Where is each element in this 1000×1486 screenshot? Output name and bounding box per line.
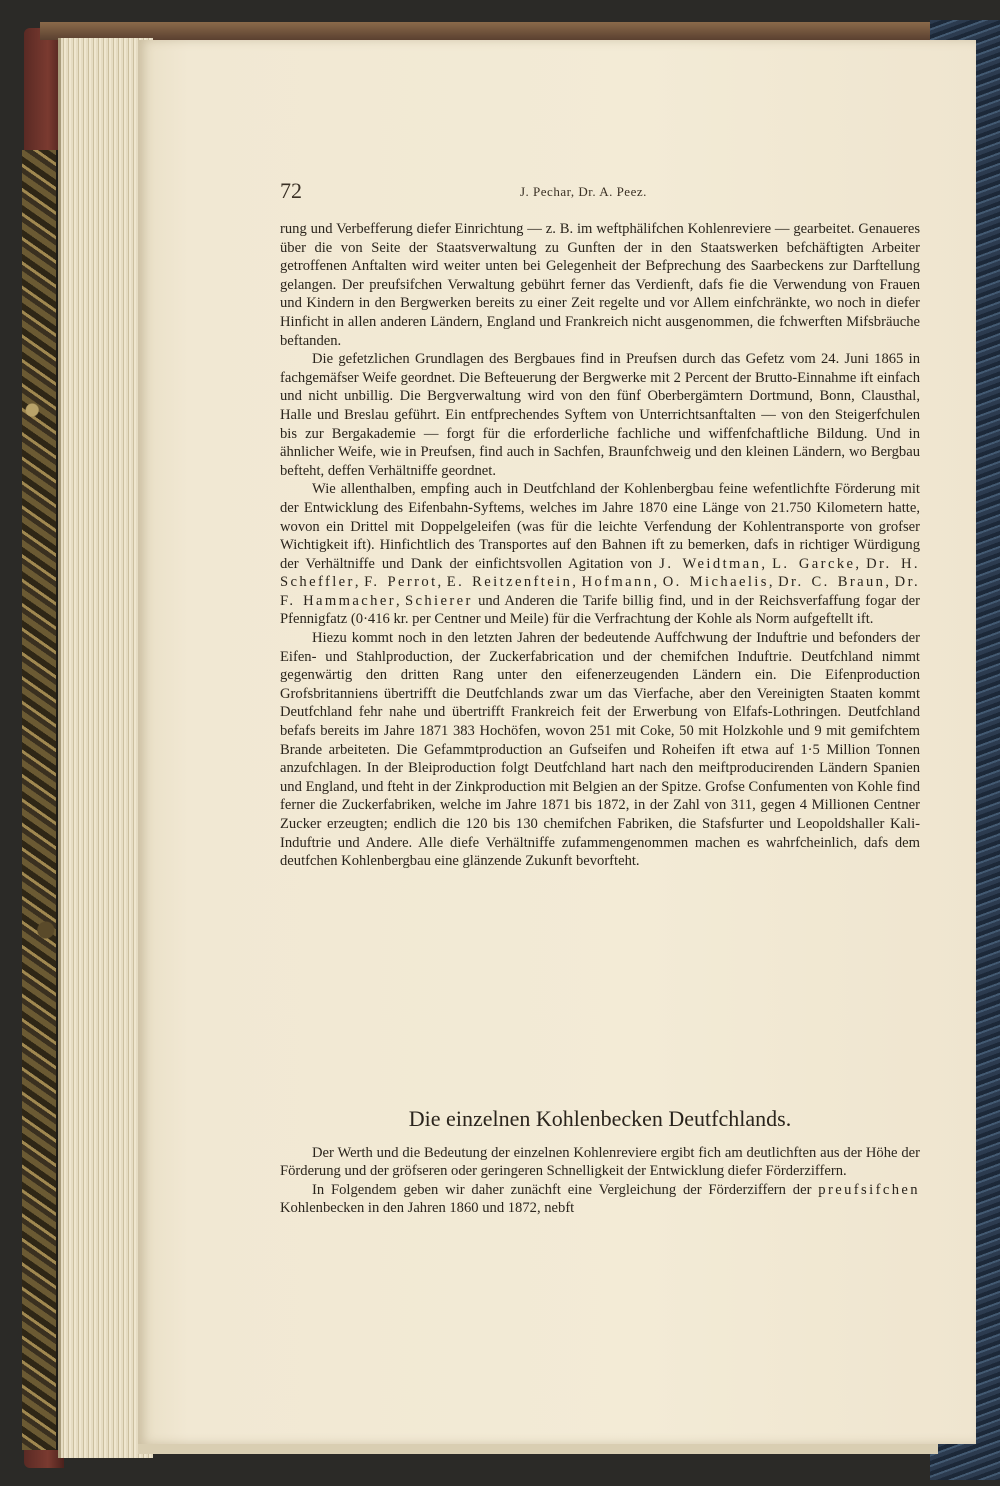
name-schierer: Schierer xyxy=(404,592,473,609)
name-garcke: L. Garcke xyxy=(772,555,856,572)
body-text xyxy=(280,220,920,871)
para3-text-a: Wie allenthalben, empfing auch in Deutfchland der Kohlenbergbau feine wefentlichfte Förderung mit der Entwicklung des Eifenbahn-Syftems, welches im Jahre 1870 eine Länge von 21.750 Kilometern hatte, wovon ein Drittel mit Doppelgeleifen (was für die leichte Verfendung der Kohlentransporte von grofser Wichtigkeit ift). Hinfichtlich des Transportes auf den Bahnen ift zu bemerken, dafs in richtiger Würdigung der Verhältniffe und Dank der einfichtsvollen Agitation von xyxy=(280,481,920,572)
para6-spaced-word: preufsifchen xyxy=(818,1181,920,1198)
name-scheffler: Dr. H. Scheffler xyxy=(280,555,920,591)
paragraph-6 xyxy=(280,1181,920,1218)
name-michaelis: O. Michaelis xyxy=(662,574,769,591)
para6-text-b: Kohlenbecken in den Jahren 1860 und 1872, nebft xyxy=(280,1200,575,1217)
cover-top-edge xyxy=(40,22,940,40)
para3-text-b: und Anderen die Tarife billig find, und in der Reichsverfaffung fogar der Pfennigfatz (0·416 kr. per Centner und Meile) für die Verfrachtung der Kohle als Norm aufgeftellt ift. xyxy=(280,592,921,628)
section-heading: Die einzelnen Kohlenbecken Deutfchlands. xyxy=(408,1106,792,1131)
name-braun: Dr. C. Braun xyxy=(778,574,886,591)
marbled-endpaper xyxy=(22,150,58,1450)
paragraph-4: Hiezu kommt noch in den letzten Jahren der bedeutende Auffchwung der Induftrie und befonders der Eifen- und Stahlproduction, der Zuckerfabrication und der chemifchen Induftrie. Deutfchland nimmt gegenwärtig den dritten Rang unter den eifenerzeugenden Ländern ein. Die Eifenproduction Grofsbritanniens übertrifft die Deutfchlands zwar um das Vierfache, aber den Vereinigten Staaten kommt Deutfchland fehr nahe und übertrifft Frankreich feit der Erwerbung von Elfafs-Lothringen. Deutfchland befafs bereits im Jahre 1871 383 Hochöfen, wovon 251 mit Coke, 50 mit Holzkohle und 9 mit gemifchtem Brande arbeiteten. Die Gefammtproduction an Gufseifen und Roheifen ift etwa auf 1·5 Million Tonnen anzufchlagen. In der Bleiproduction folgt Deutfchland hart nach den meiftproducirenden Ländern Spanien und England, und fteht in der Zinkproduction mit Belgien an der Spitze. Grofse Confumenten von Kohle find ferner die Zuckerfabriken, welche im Jahre 1871 bis 1872, in der Zahl von 311, gegen 4 Millionen Centner Zucker erzeugten; endlich die 120 bis 130 chemifchen Fabriken, die Stafsfurter und Leopoldshaller Kali-Induftrie und Andere. Alle diefe Verhältniffe zufammengenommen machen es wahrfcheinlich, dafs dem deutfchen Kohlenbergbau eine glänzende Zukunft bevorfteht. xyxy=(280,630,920,870)
page-number: 72 xyxy=(280,178,302,203)
running-head: J. Pechar, Dr. A. Peez. xyxy=(520,184,647,199)
paragraph-5: Der Werth und die Bedeutung der einzelnen Kohlenreviere ergibt fich am deutlichften aus der Höhe der Förderung und der gröfseren oder geringeren Schnelligkeit der Entwicklung diefer Förderziffern. xyxy=(280,1145,920,1180)
name-hofmann: Hofmann xyxy=(581,574,654,591)
paragraph-3: Wie allenthalben, empfing auch in Deutfchland der Kohlenbergbau feine wefentlichfte Förderung mit der Entwicklung des Eifenbahn-Syftems, welches im Jahre 1870 eine Länge von 21.750 Kilometern hatte, wovon ein Drittel mit Doppelgeleifen (was für die leichte Verfendung der Kohlentransporte von grofser Wichtigkeit ift). Hinfichtlich des Transportes auf den Bahnen ift zu bemerken, dafs in richtiger Würdigung der Verhältniffe und Dank der einfichtsvollen Agitation von J. Weidtman, L. Garcke, Dr. H. Scheffler, F. Perrot, E. Reitzenftein, Hofmann, O. Michaelis, Dr. C. Braun, Dr. F. Hammacher, Schierer und Anderen die Tarife billig find, und in der Reichsverfaffung fogar der Pfennigfatz (0·416 kr. per Centner und Meile) für die Verfrachtung der Kohle als Norm aufgeftellt ift. xyxy=(280,481,921,628)
para6-text-a: In Folgendem geben wir daher zunächft eine Vergleichung der Förderziffern der xyxy=(312,1181,812,1198)
name-perrot: F. Perrot xyxy=(364,574,438,591)
name-reitzenstein: E. Reitzenftein xyxy=(446,574,573,591)
section-body-text xyxy=(280,1144,920,1218)
page-header xyxy=(280,178,920,208)
paragraph-2: Die gefetzlichen Grundlagen des Bergbaues find in Preufsen durch das Gefetz vom 24. Juni 1865 in fachgemäfser Weife geordnet. Die Befteuerung der Bergwerke mit 2 Percent der Brutto-Einnahme ift einfach und nicht unbillig. Die Bergverwaltung wird von den fünf Oberbergämtern Dortmund, Bonn, Clausthal, Halle und Breslau geführt. Ein entfprechendes Syftem von Unterrichtsanftalten — von den Steigerfchulen bis zur Bergakademie — forgt für die erforderliche fachliche und wiffenfchaftliche Bildung. Und in ähnlicher Weife, wie in Preufsen, find auch in Sachfen, Braunfchweig und den kleinen Ländern, wo Bergbau befteht, deffen Verhältniffe geordnet. xyxy=(280,351,920,479)
name-hammacher: Dr. F. Hammacher xyxy=(280,574,921,609)
paragraph-1: rung und Verbefferung diefer Einrichtung — z. B. im weftphälifchen Kohlenreviere — gearbeitet. Genaueres über die von Seite der Staatsverwaltung zu Gunften der in den Staatswerken befchäftigten Arbeiter getroffenen Anftalten wird weiter unten bei Gelegenheit der Befprechung des Saarbeckens zur Darftellung gelangen. Der preufsifchen Verwaltung gebührt ferner das Verdienft, dafs fie die Verwendung von Frauen und Kindern in den Bergwerken bereits zu einer Zeit regelte und vor Allem einfchränkte, wo noch in diefer Hinficht in allen anderen Ländern, England und Frankreich nicht ausgenommen, die fchwerften Mifsbräuche beftanden. xyxy=(280,221,920,349)
name-weidtman: J. Weidtman xyxy=(659,555,762,572)
